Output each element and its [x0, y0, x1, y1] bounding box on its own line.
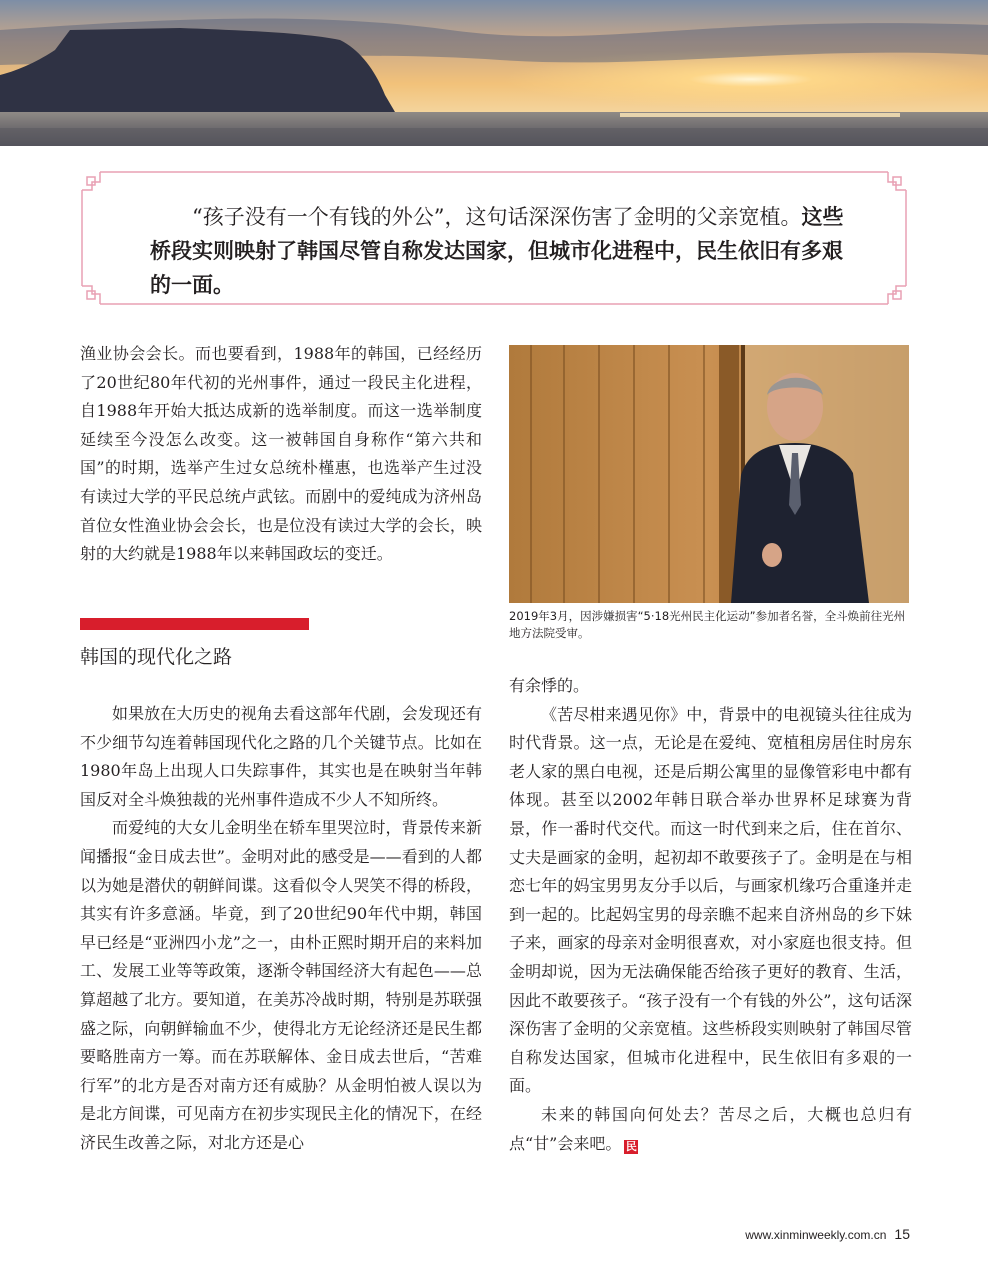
pull-quote-bold: 这些桥段实则映射了韩国尽管自称发达国家，但城市化进程中，民生依旧有多艰的一面。 — [150, 204, 844, 297]
left-column-bottom — [80, 700, 482, 1158]
right-column — [509, 672, 912, 1158]
body-paragraph: 而爱纯的大女儿金明坐在轿车里哭泣时，背景传来新闻播报“金日成去世”。金明对此的感受是——看到的人都以为她是潜伏的朝鲜间谍。这看似令人哭笑不得的桥段，其实有许多意涵。毕竟，到了20世纪90年代中期，韩国早已经是“亚洲四小龙”之一，由朴正熙时期开启的来料加工、发展工业等等政策，逐渐令韩国经济大有起色——总算超越了北方。要知道，在美苏冷战时期，特别是苏联强盛之际，向朝鲜输血不少，使得北方无论经济还是民生都要略胜南方一筹。而在苏联解体、金日成去世后，“苦难行军”的北方是否对南方还有威胁？从金明怕被人误以为是北方间谍，可见南方在初步实现民主化的情况下，在经济民生改善之际，对北方还是心 — [80, 818, 482, 1152]
body-paragraph-final — [509, 1101, 912, 1158]
left-column-top — [80, 340, 482, 569]
pull-quote-text — [150, 200, 848, 302]
photo-man-at-door — [509, 345, 909, 603]
final-paragraph-text: 未来的韩国向何处去？苦尽之后，大概也总归有点“甘”会来吧。 — [509, 1104, 912, 1153]
pull-quote-normal: “孩子没有一个有钱的外公”，这句话深深伤害了金明的父亲宽植。 — [192, 205, 802, 229]
footer-url: www.xinminweekly.com.cn — [745, 1228, 887, 1242]
page-footer — [745, 1226, 910, 1242]
article-end-mark: 民 — [625, 1139, 637, 1153]
section-red-rule — [80, 618, 309, 630]
body-paragraph: 渔业协会会长。而也要看到，1988年的韩国，已经经历了20世纪80年代初的光州事件，通过一段民主化进程，自1988年开始大抵达成新的选举制度。而这一选举制度延续至今没怎么改变。这一被韩国自身称作“第六共和国”的时期，选举产生过女总统朴槿惠，也选举产生过没有读过大学的平民总统卢武铉。而剧中的爱纯成为济州岛首位女性渔业协会会长，也是位没有读过大学的会长，映射的大约就是1988年以来韩国政坛的变迁。 — [80, 344, 482, 564]
body-paragraph: 《苦尽柑来遇见你》中，背景中的电视镜头往往成为时代背景。这一点，无论是在爱纯、宽植租房居住时房东老人家的黑白电视，还是后期公寓里的显像管彩电中都有体现。甚至以2002年韩日联合举办世界杯足球赛为背景，作一番时代交代。而这一时代到来之后，住在首尔、丈夫是画家的金明，起初却不敢要孩子了。金明是在与相恋七年的妈宝男男友分手以后，与画家机缘巧合重逢并走到一起的。比起妈宝男的母亲瞧不起来自济州岛的乡下妹子来，画家的母亲对金明很喜欢，对小家庭也很支持。但金明却说，因为无法确保能否给孩子更好的教育、生活，因此不敢要孩子。“孩子没有一个有钱的外公”，这句话深深伤害了金明的父亲宽植。这些桥段实则映射了韩国尽管自称发达国家，但城市化进程中，民生依旧有多艰的一面。 — [509, 704, 912, 1096]
photo-caption: 2019年3月，因涉嫌损害“5·18光州民主化运动”参加者名誉，全斗焕前往光州地方法院受审。 — [509, 609, 906, 640]
pull-quote-box — [80, 170, 908, 306]
hero-photo-island-sunset — [0, 0, 988, 146]
body-paragraph: 如果放在大历史的视角去看这部年代剧，会发现还有不少细节勾连着韩国现代化之路的几个关键节点。比如在1980年岛上出现人口失踪事件，其实也是在映射当年韩国反对全斗焕独裁的光州事件造成不少人不知所终。 — [80, 704, 482, 809]
body-paragraph: 有余悸的。 — [509, 676, 590, 695]
page-number: 15 — [894, 1226, 910, 1242]
section-heading: 韩国的现代化之路 — [80, 646, 233, 668]
